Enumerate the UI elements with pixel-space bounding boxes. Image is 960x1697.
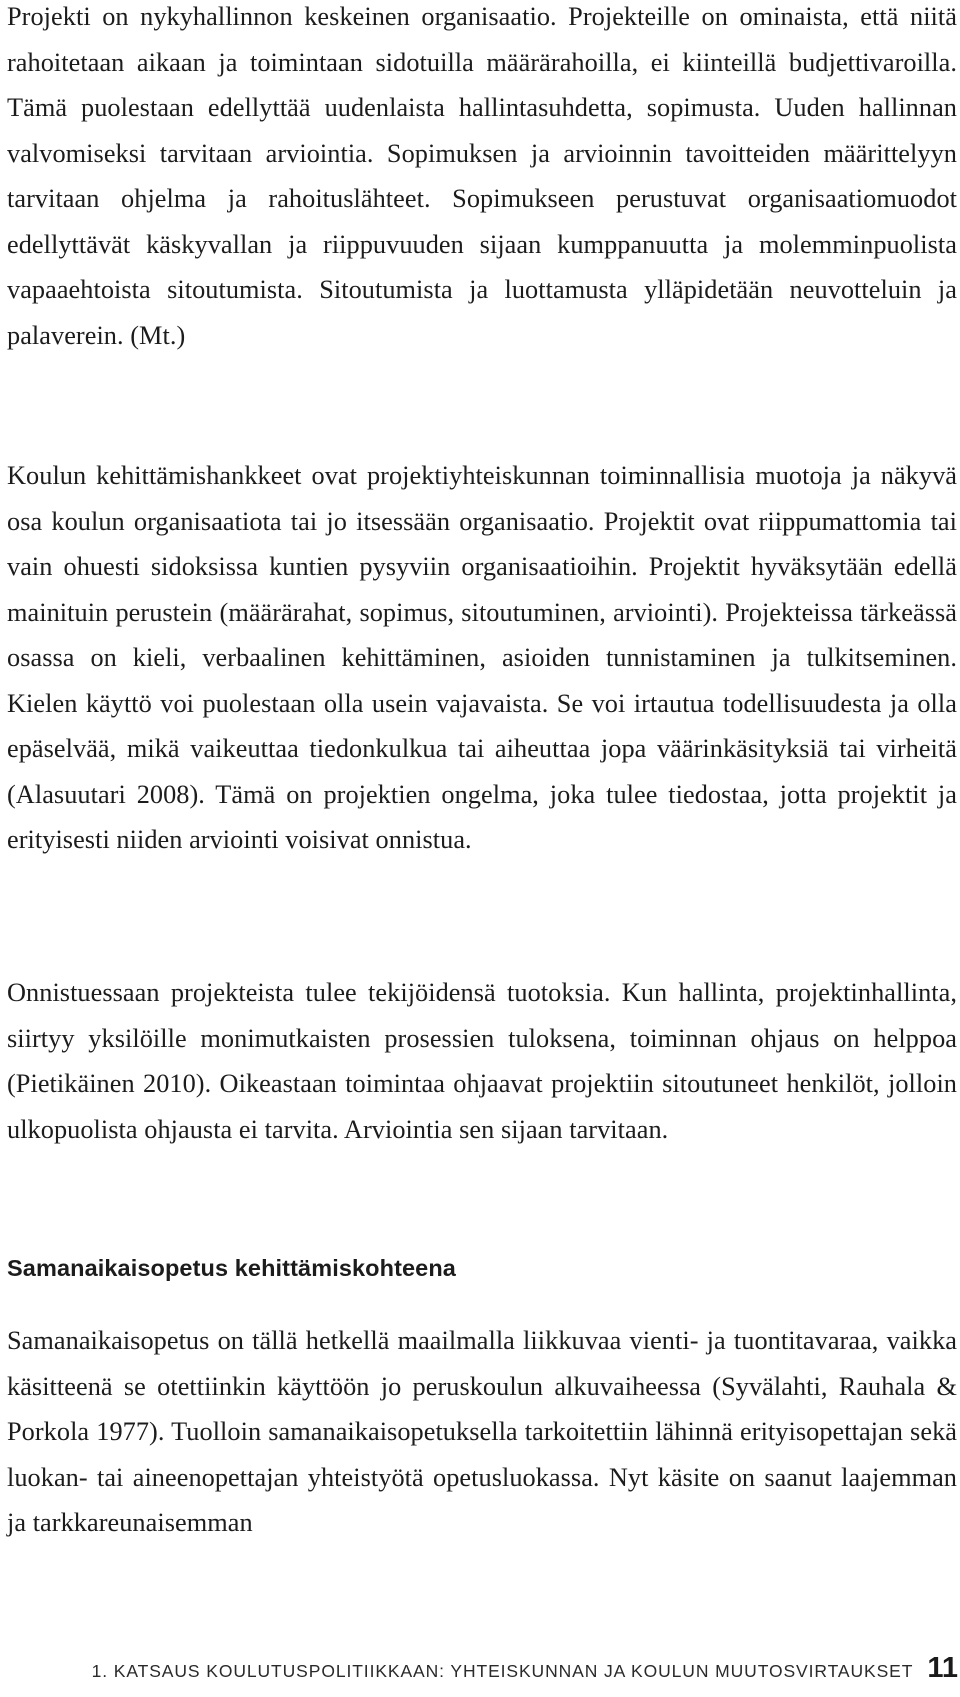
paragraph-koulun-kehittamishankkeet: Koulun kehittämishankkeet ovat projektiyhteiskunnan toiminnallisia muotoja ja näkyvä osa koulun organisaatiota tai jo itsessään organisaatio. Projektit ovat riippumattomia tai vain ohuesti sidoksissa kuntien pysyviin organisaatioihin. Projektit hyväksytään edellä mainituin perustein (määrärahat, sopimus, sitoutuminen, arviointi). Projekteissa tärkeässä osassa on kieli, verbaalinen kehittäminen, asioiden tunnistaminen ja tulkitseminen. Kielen käyttö voi puolestaan olla usein vajavaista. Se voi irtautua todellisuudesta ja olla epäselvää, mikä vaikeuttaa tiedonkulkua tai aiheuttaa jopa väärinkäsityksiä tai virheitä (Alasuutari 2008). Tämä on projektien ongelma, joka tulee tiedostaa, jotta projektit ja erityisesti niiden arviointi voisivat onnistua. xyxy=(7,461,957,854)
page-footer xyxy=(92,1652,958,1685)
paragraph-samanaikaisopetus: Samanaikaisopetus on tällä hetkellä maailmalla liikkuvaa vienti- ja tuontitavaraa, vaikka käsitteenä se otettiinkin käyttöön jo peruskoulun alkuvaiheessa (Syvälahti, Rauhala & Porkola 1977). Tuolloin samanaikaisopetuksella tarkoitettiin lähinnä erityisopettajan sekä luokan- tai aineenopettajan yhteistyötä opetusluokassa. Nyt käsite on saanut laajemman ja tarkkareunaisemman xyxy=(7,1326,957,1537)
section-heading: Samanaikaisopetus kehittämiskohteena xyxy=(7,1255,456,1281)
paragraph-projekti-organisaatio: Projekti on nykyhallinnon keskeinen organisaatio. Projekteille on ominaista, että niitä rahoitetaan aikaan ja toimintaan sidotuilla määrärahoilla, ei kiinteillä budjettivaroilla. Tämä puolestaan edellyttää uudenlaista hallintasuhdetta, sopimusta. Uuden hallinnan valvomiseksi tarvitaan arviointia. Sopimuksen ja arvioinnin tavoitteiden määrittelyyn tarvitaan ohjelma ja rahoituslähteet. Sopimukseen perustuvat organisaatiomuodot edellyttävät käskyvallan ja riippuvuuden sijaan kumppanuutta ja molemminpuolista vapaaehtoista sitoutumista. Sitoutumista ja luottamusta ylläpidetään neuvotteluin ja palaverein. (Mt.) xyxy=(7,2,957,350)
paragraph-onnistuessaan: Onnistuessaan projekteista tulee tekijöidensä tuotoksia. Kun hallinta, projektinhallinta, siirtyy yksilöille monimutkaisten prosessien tuloksena, toiminnan ohjaus on helppoa (Pietikäinen 2010). Oikeastaan toimintaa ohjaavat projektiin sitoutuneet henkilöt, jolloin ulkopuolista ohjausta ei tarvita. Arviointia sen sijaan tarvitaan. xyxy=(7,978,957,1144)
page-number: 11 xyxy=(927,1652,958,1684)
running-footer-chapter: 1. KATSAUS KOULUTUSPOLITIIKKAAN: YHTEISKUNNAN JA KOULUN MUUTOSVIRTAUKSET xyxy=(91,1661,914,1681)
